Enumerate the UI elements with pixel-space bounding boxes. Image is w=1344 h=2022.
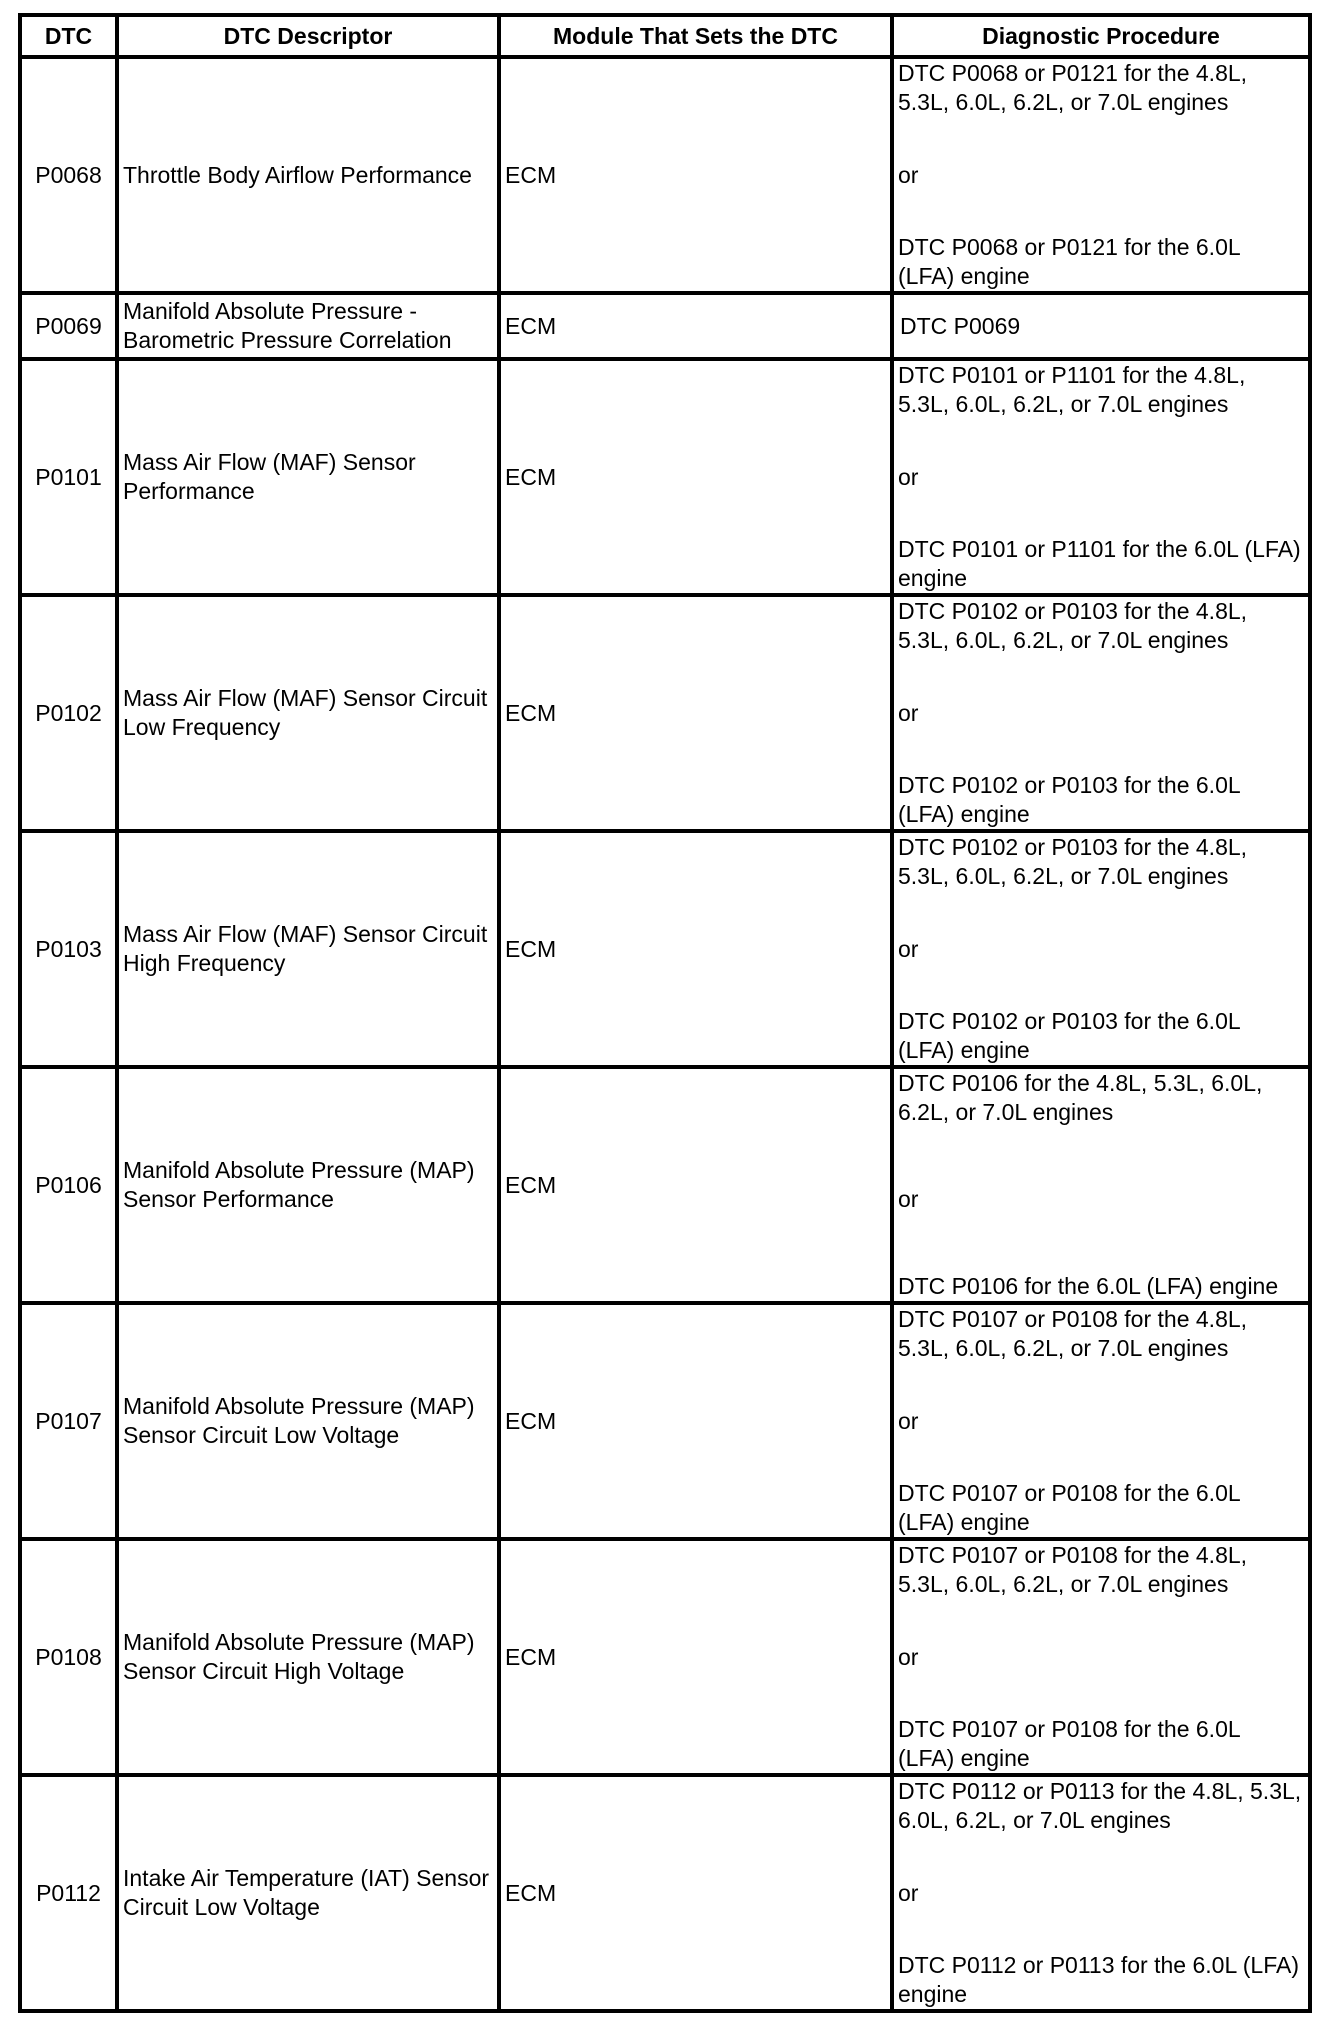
procedure-or-separator: or	[898, 935, 919, 962]
procedure-link-text: DTC P0101 or P1101 for the 6.0L (LFA) engine	[898, 536, 1301, 591]
procedure-link-text: DTC P0112 or P0113 for the 6.0L (LFA) engine	[898, 1952, 1300, 2007]
diagnostic-procedure-cell	[892, 831, 1310, 1067]
procedure-link-text: DTC P0102 or P0103 for the 4.8L, 5.3L, 6.0L, 6.2L, or 7.0L engines	[898, 598, 1248, 653]
table-row	[20, 359, 1310, 595]
procedure-link-text: DTC P0068 or P0121 for the 6.0L (LFA) engine	[898, 234, 1240, 289]
dtc-descriptor-cell: Manifold Absolute Pressure (MAP) Sensor Circuit Low Voltage	[117, 1303, 499, 1539]
header-diagnostic-procedure: Diagnostic Procedure	[892, 15, 1310, 57]
procedure-link-text: DTC P0102 or P0103 for the 4.8L, 5.3L, 6.0L, 6.2L, or 7.0L engines	[898, 834, 1248, 889]
module-cell: ECM	[499, 57, 892, 293]
module-cell: ECM	[499, 359, 892, 595]
procedure-link-text: DTC P0107 or P0108 for the 6.0L (LFA) engine	[898, 1480, 1240, 1535]
dtc-descriptor-cell: Manifold Absolute Pressure (MAP) Sensor Performance	[117, 1067, 499, 1303]
procedure-or-separator: or	[898, 1643, 919, 1670]
diagnostic-procedure-cell	[892, 359, 1310, 595]
diagnostic-procedure-cell	[892, 57, 1310, 293]
table-body	[20, 57, 1310, 2011]
diagnostic-procedure-cell	[892, 1775, 1310, 2011]
dtc-descriptor-cell: Manifold Absolute Pressure - Barometric Pressure Correlation	[117, 293, 499, 359]
procedure-link-text: DTC P0069	[900, 312, 1021, 339]
procedure-link-text: DTC P0102 or P0103 for the 6.0L (LFA) engine	[898, 772, 1240, 827]
procedure-text-group	[894, 1305, 1308, 1537]
table-row	[20, 1775, 1310, 2011]
table-row	[20, 595, 1310, 831]
procedure-link-text: DTC P0107 or P0108 for the 6.0L (LFA) engine	[898, 1716, 1240, 1771]
table-row	[20, 1067, 1310, 1303]
dtc-code-cell: P0101	[20, 359, 117, 595]
procedure-text-group	[894, 312, 1308, 341]
module-cell: ECM	[499, 1775, 892, 2011]
procedure-link-text: DTC P0107 or P0108 for the 4.8L, 5.3L, 6.0L, 6.2L, or 7.0L engines	[898, 1306, 1248, 1361]
dtc-code-cell: P0102	[20, 595, 117, 831]
procedure-or-separator: or	[898, 463, 919, 490]
dtc-code-cell: P0108	[20, 1539, 117, 1775]
dtc-table	[18, 13, 1312, 2013]
diagnostic-procedure-cell	[892, 1067, 1310, 1303]
module-cell: ECM	[499, 831, 892, 1067]
dtc-descriptor-cell: Mass Air Flow (MAF) Sensor Circuit Low Frequency	[117, 595, 499, 831]
procedure-text-group	[894, 833, 1308, 1065]
table-row	[20, 57, 1310, 293]
procedure-text-group	[894, 1541, 1308, 1773]
table-header	[20, 15, 1310, 57]
module-cell: ECM	[499, 1539, 892, 1775]
procedure-or-separator: or	[898, 1407, 919, 1434]
table-row	[20, 293, 1310, 359]
header-dtc: DTC	[20, 15, 117, 57]
table-row	[20, 1539, 1310, 1775]
procedure-or-separator: or	[898, 1186, 919, 1212]
procedure-text-group	[894, 597, 1308, 829]
procedure-or-separator: or	[898, 1879, 919, 1906]
dtc-descriptor-cell: Mass Air Flow (MAF) Sensor Circuit High Frequency	[117, 831, 499, 1067]
dtc-descriptor-cell: Throttle Body Airflow Performance	[117, 57, 499, 293]
procedure-link-text: DTC P0106 for the 6.0L (LFA) engine	[898, 1273, 1279, 1299]
header-module: Module That Sets the DTC	[499, 15, 892, 57]
procedure-text-group	[894, 361, 1308, 593]
procedure-link-text: DTC P0107 or P0108 for the 4.8L, 5.3L, 6.0L, 6.2L, or 7.0L engines	[898, 1542, 1248, 1597]
header-row	[20, 15, 1310, 57]
dtc-descriptor-cell: Mass Air Flow (MAF) Sensor Performance	[117, 359, 499, 595]
dtc-code-cell: P0112	[20, 1775, 117, 2011]
module-cell: ECM	[499, 595, 892, 831]
header-dtc-descriptor: DTC Descriptor	[117, 15, 499, 57]
procedure-text-group	[894, 1069, 1308, 1301]
dtc-code-cell: P0107	[20, 1303, 117, 1539]
dtc-code-cell: P0106	[20, 1067, 117, 1303]
dtc-code-cell: P0069	[20, 293, 117, 359]
procedure-link-text: DTC P0101 or P1101 for the 4.8L, 5.3L, 6.0L, 6.2L, or 7.0L engines	[898, 362, 1246, 417]
dtc-code-cell: P0103	[20, 831, 117, 1067]
diagnostic-procedure-cell	[892, 595, 1310, 831]
procedure-link-text: DTC P0068 or P0121 for the 4.8L, 5.3L, 6.0L, 6.2L, or 7.0L engines	[898, 60, 1248, 115]
procedure-text-group	[894, 1777, 1308, 2009]
table-row	[20, 1303, 1310, 1539]
module-cell: ECM	[499, 293, 892, 359]
procedure-text-group	[894, 59, 1308, 291]
procedure-link-text: DTC P0102 or P0103 for the 6.0L (LFA) engine	[898, 1008, 1240, 1063]
dtc-code-cell: P0068	[20, 57, 117, 293]
dtc-descriptor-cell: Manifold Absolute Pressure (MAP) Sensor Circuit High Voltage	[117, 1539, 499, 1775]
module-cell: ECM	[499, 1067, 892, 1303]
diagnostic-procedure-cell	[892, 293, 1310, 359]
module-cell: ECM	[499, 1303, 892, 1539]
diagnostic-procedure-cell	[892, 1303, 1310, 1539]
table-row	[20, 831, 1310, 1067]
dtc-descriptor-cell: Intake Air Temperature (IAT) Sensor Circuit Low Voltage	[117, 1775, 499, 2011]
procedure-or-separator: or	[898, 699, 919, 726]
procedure-link-text: DTC P0106 for the 4.8L, 5.3L, 6.0L, 6.2L, or 7.0L engines	[898, 1070, 1263, 1125]
procedure-link-text: DTC P0112 or P0113 for the 4.8L, 5.3L, 6.0L, 6.2L, or 7.0L engines	[898, 1778, 1302, 1833]
procedure-or-separator: or	[898, 161, 919, 188]
diagnostic-procedure-cell	[892, 1539, 1310, 1775]
